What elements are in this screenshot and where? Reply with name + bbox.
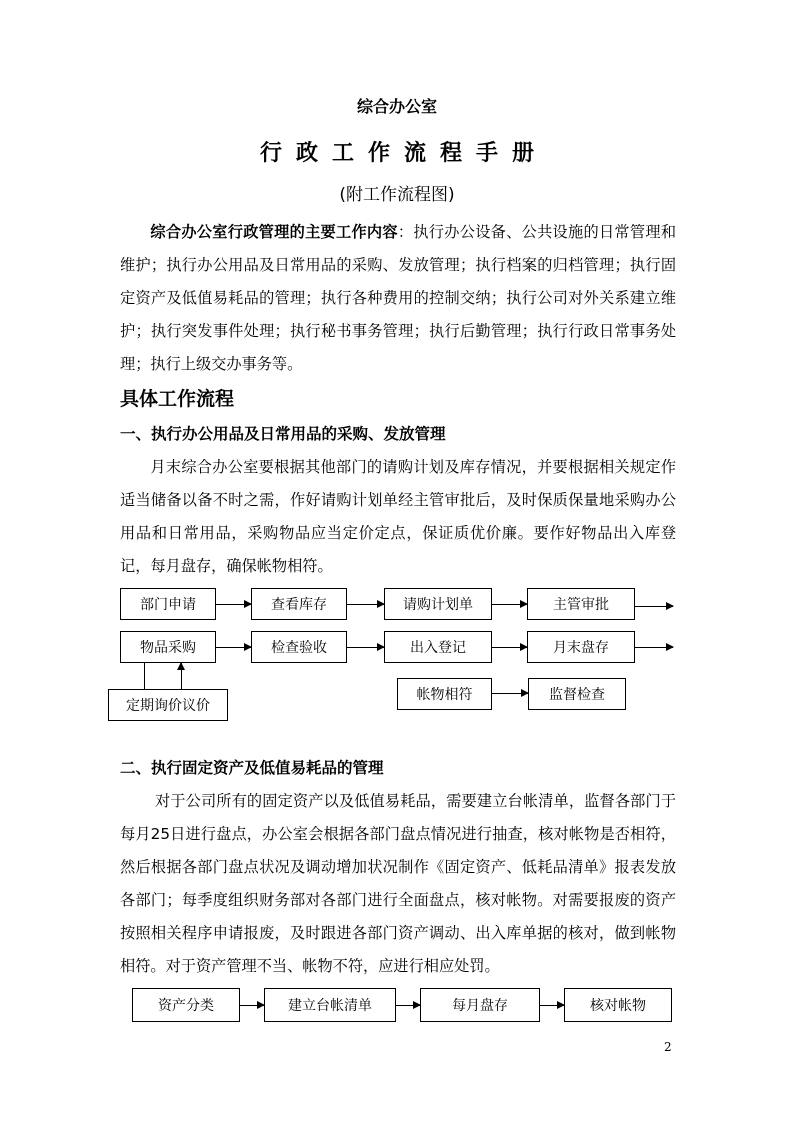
section2-heading: 二、执行固定资产及低值易耗品的管理 — [120, 759, 384, 777]
flow-box-dept-request: 部门申请 — [120, 588, 216, 620]
flow-box-purchase-plan: 请购计划单 — [384, 588, 492, 620]
section1-paragraph: 月末综合办公室要根据其他部门的请购计划及库存情况，并要根据相关规定作适当储备以备不时之需，作好请购计划单经主管审批后，及时保质保量地采购办公用品和日常用品，采购物品应当定价定点，保证质优价廉。要作好物品出入库登记，每月盘存，确保帐物相符。 — [120, 458, 676, 575]
flow-box-supervisor-approval: 主管审批 — [527, 588, 635, 620]
flow-box-supervision: 监督检查 — [528, 678, 626, 710]
intro-body: 执行办公设备、公共设施的日常管理和维护；执行办公用品及日常用品的采购、发放管理；执行档案的归档管理；执行固定资产及低值易耗品的管理；执行各种费用的控制交纳；执行公司对外关系建立维护；执行突发事件处理；执行秘书事务管理；执行后勤管理；执行行政日常事务处理；执行上级交办事务等。 — [120, 223, 677, 373]
flow-arrow-continue — [635, 606, 673, 607]
intro-colon: ： — [397, 223, 414, 241]
flow-arrow — [347, 647, 384, 648]
document-title: 行政工作流程手册 — [259, 141, 548, 166]
flow-arrow — [216, 604, 251, 605]
flow-box-inspection: 检查验收 — [251, 631, 347, 663]
section2-paragraph: 对于公司所有的固定资产以及低值易耗品，需要建立台帐清单，监督各部门于每月25日进行盘点，办公室会根据各部门盘点情况进行抽查，核对帐物是否相符，然后根据各部门盘点状况及调动增加状况制作《固定资产、低耗品清单》报表发放各部门；每季度组织财务部对各部门进行全面盘点，核对帐物。对需要报废的资产按照相关程序申请报废，及时跟进各部门资产调动、出入库单据的核对，做到帐物相符。对于资产管理不当、帐物不符，应进行相应处罚。 — [120, 792, 676, 975]
intro-paragraph — [120, 216, 676, 381]
flow-arrow — [396, 1005, 420, 1006]
flow-arrow-continue — [635, 647, 673, 648]
flow-box-price-negotiation: 定期询价议价 — [108, 689, 228, 721]
flow-box-asset-classification: 资产分类 — [132, 988, 240, 1022]
flow-arrow — [492, 604, 527, 605]
flow-box-verify-accounts: 核对帐物 — [564, 988, 672, 1022]
flow-arrow — [492, 693, 528, 694]
flow-arrow — [347, 604, 384, 605]
flow-arrow — [540, 1005, 564, 1006]
flow-arrow — [216, 647, 251, 648]
intro-lead: 综合办公室行政管理的主要工作内容 — [150, 223, 398, 241]
flow-box-check-stock: 查看库存 — [251, 588, 347, 620]
flow-box-account-match: 帐物相符 — [397, 678, 492, 710]
flow-arrow — [240, 1005, 264, 1006]
flow-box-inout-register: 出入登记 — [384, 631, 492, 663]
flow-box-procurement: 物品采购 — [120, 631, 216, 663]
main-heading: 具体工作流程 — [120, 388, 235, 410]
flow-arrow-up — [181, 663, 182, 689]
flow-connector-line — [144, 663, 145, 689]
page-number: 2 — [664, 1040, 672, 1054]
document-subtitle: (附工作流程图) — [339, 185, 455, 205]
flow-arrow — [492, 647, 527, 648]
flow-box-monthly-stocktake: 每月盘存 — [420, 988, 540, 1022]
flow-box-month-end-stocktake: 月末盘存 — [527, 631, 635, 663]
department-name: 综合办公室 — [356, 97, 437, 116]
section1-heading: 一、执行办公用品及日常用品的采购、发放管理 — [120, 425, 446, 443]
flow-box-build-ledger: 建立台帐清单 — [264, 988, 396, 1022]
